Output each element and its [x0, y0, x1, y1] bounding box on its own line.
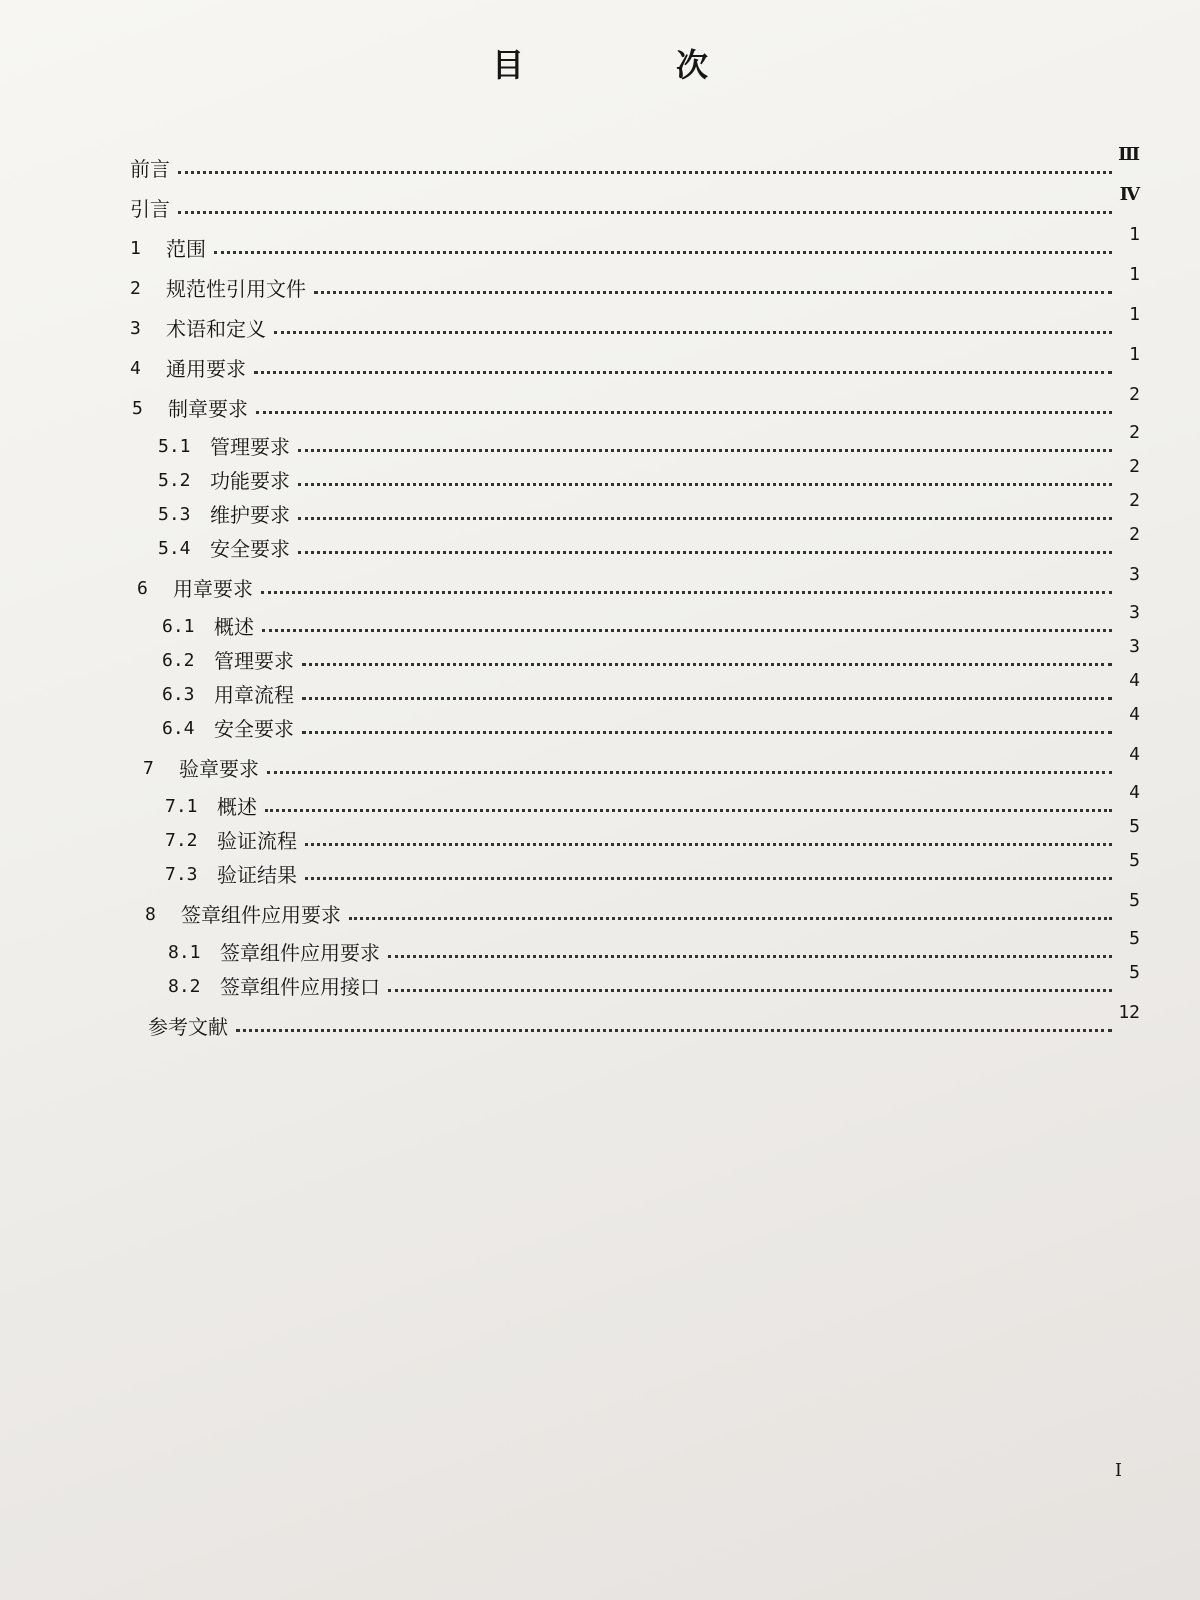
- toc-entry-page-number: 2: [1129, 490, 1140, 511]
- toc-entry-page-number: 2: [1129, 524, 1140, 545]
- dot-leader: [302, 697, 1112, 700]
- toc-entry-label: 签章组件应用要求: [181, 903, 341, 927]
- toc-entry-page-number: Ⅲ: [1118, 144, 1140, 165]
- toc-entry-number: 5: [132, 398, 143, 419]
- dot-leader: [236, 1029, 1112, 1032]
- toc-entry-label: 验章要求: [179, 757, 259, 781]
- dot-leader: [314, 291, 1112, 294]
- toc-entry-number: 8.2: [168, 976, 201, 997]
- dot-leader: [388, 955, 1112, 958]
- toc-entry-number: 3: [130, 318, 141, 339]
- toc-entry-page-number: 5: [1129, 816, 1140, 837]
- toc-entry-label: 验证流程: [217, 829, 297, 853]
- toc-entry-label: 维护要求: [210, 503, 290, 527]
- toc-entry[interactable]: [130, 224, 1140, 262]
- toc-entry-number: 5.4: [158, 538, 191, 559]
- toc-entry-page-number: 4: [1129, 670, 1140, 691]
- toc-entry-page-number: 1: [1129, 264, 1140, 285]
- toc-entry[interactable]: [165, 850, 1140, 888]
- toc-entry[interactable]: [143, 744, 1140, 782]
- toc-entry-page-number: 5: [1129, 962, 1140, 983]
- toc-entry-page-number: 4: [1129, 704, 1140, 725]
- toc-entry-page-number: 1: [1129, 224, 1140, 245]
- toc-entry-number: 6.3: [162, 684, 195, 705]
- toc-entry-page-number: 5: [1129, 928, 1140, 949]
- toc-entry-label: 范围: [166, 237, 206, 261]
- toc-entry-page-number: 2: [1129, 422, 1140, 443]
- toc-entry-number: 1: [130, 238, 141, 259]
- dot-leader: [274, 331, 1112, 334]
- dot-leader: [267, 771, 1112, 774]
- dot-leader: [302, 663, 1112, 666]
- toc-entry-label: 功能要求: [210, 469, 290, 493]
- toc-entry-number: 5.1: [158, 436, 191, 457]
- dot-leader: [254, 371, 1112, 374]
- toc-entry[interactable]: [165, 782, 1140, 820]
- toc-entry-page-number: 4: [1129, 782, 1140, 803]
- toc-entry-number: 5.3: [158, 504, 191, 525]
- toc-entry[interactable]: [158, 524, 1140, 562]
- dot-leader: [298, 517, 1112, 520]
- toc-entry-number: 6.2: [162, 650, 195, 671]
- toc-entry-number: 8.1: [168, 942, 201, 963]
- toc-entry[interactable]: [158, 422, 1140, 460]
- toc-entry-number: 6.4: [162, 718, 195, 739]
- toc-entry[interactable]: [158, 490, 1140, 528]
- toc-entry-page-number: 2: [1129, 384, 1140, 405]
- toc-entry-label: 安全要求: [214, 717, 294, 741]
- toc-entry-label: 概述: [214, 615, 254, 639]
- dot-leader: [262, 629, 1112, 632]
- toc-entry-page-number: 12: [1118, 1002, 1140, 1023]
- toc-entry[interactable]: [132, 384, 1140, 422]
- toc-entry-number: 2: [130, 278, 141, 299]
- toc-entry[interactable]: [148, 1002, 1140, 1040]
- toc-entry-number: 5.2: [158, 470, 191, 491]
- dot-leader: [265, 809, 1112, 812]
- dot-leader: [178, 211, 1112, 214]
- toc-entry-number: 6: [137, 578, 148, 599]
- toc-entry[interactable]: [165, 816, 1140, 854]
- toc-entry[interactable]: [162, 602, 1140, 640]
- toc-entry-number: 7: [143, 758, 154, 779]
- toc-entry-page-number: 3: [1129, 636, 1140, 657]
- toc-entry-number: 7.3: [165, 864, 198, 885]
- dot-leader: [256, 411, 1112, 414]
- dot-leader: [298, 551, 1112, 554]
- toc-entry-label: 管理要求: [210, 435, 290, 459]
- toc-entry-page-number: 5: [1129, 890, 1140, 911]
- dot-leader: [298, 449, 1112, 452]
- toc-entry-number: 7.1: [165, 796, 198, 817]
- toc-entry-page-number: 4: [1129, 744, 1140, 765]
- dot-leader: [349, 917, 1112, 920]
- toc-entry[interactable]: [145, 890, 1140, 928]
- toc-entry-label: 制章要求: [168, 397, 248, 421]
- toc-entry[interactable]: [130, 184, 1140, 222]
- toc-entry-label: 参考文献: [148, 1015, 228, 1039]
- dot-leader: [305, 843, 1112, 846]
- toc-entry-page-number: 3: [1129, 564, 1140, 585]
- toc-entry-label: 安全要求: [210, 537, 290, 561]
- toc-entry[interactable]: [162, 670, 1140, 708]
- toc-entry-label: 概述: [217, 795, 257, 819]
- dot-leader: [305, 877, 1112, 880]
- toc-entry-page-number: Ⅳ: [1119, 184, 1140, 205]
- toc-entry-label: 管理要求: [214, 649, 294, 673]
- toc-entry-page-number: 3: [1129, 602, 1140, 623]
- dot-leader: [261, 591, 1112, 594]
- toc-entry[interactable]: [137, 564, 1140, 602]
- toc-entry-label: 用章流程: [214, 683, 294, 707]
- dot-leader: [178, 171, 1112, 174]
- toc-entry[interactable]: [162, 704, 1140, 742]
- toc-entry-number: 7.2: [165, 830, 198, 851]
- toc-entry-label: 前言: [130, 157, 170, 181]
- toc-entry[interactable]: [130, 304, 1140, 342]
- toc-entry-page-number: 1: [1129, 304, 1140, 325]
- toc-entry[interactable]: [130, 344, 1140, 382]
- dot-leader: [298, 483, 1112, 486]
- dot-leader: [388, 989, 1112, 992]
- toc-entry-label: 签章组件应用接口: [220, 975, 380, 999]
- dot-leader: [302, 731, 1112, 734]
- toc-entry-label: 通用要求: [166, 357, 246, 381]
- toc-entry[interactable]: [168, 962, 1140, 1000]
- toc-entry[interactable]: [168, 928, 1140, 966]
- toc-entry-label: 验证结果: [217, 863, 297, 887]
- toc-entry-number: 8: [145, 904, 156, 925]
- dot-leader: [214, 251, 1112, 254]
- toc-entry-page-number: 1: [1129, 344, 1140, 365]
- toc-entry-page-number: 5: [1129, 850, 1140, 871]
- toc-entry[interactable]: [162, 636, 1140, 674]
- toc-entry-label: 签章组件应用要求: [220, 941, 380, 965]
- toc-entry-label: 用章要求: [173, 577, 253, 601]
- toc-entry-label: 规范性引用文件: [166, 277, 306, 301]
- toc-entry-label: 引言: [130, 197, 170, 221]
- toc-entry[interactable]: [130, 264, 1140, 302]
- toc-entry-page-number: 2: [1129, 456, 1140, 477]
- toc-entry-number: 6.1: [162, 616, 195, 637]
- toc-entry[interactable]: [130, 144, 1140, 182]
- page-number-footer: I: [1114, 1460, 1122, 1481]
- toc-entry-number: 4: [130, 358, 141, 379]
- page-title: 目 次: [491, 46, 768, 84]
- toc-entry[interactable]: [158, 456, 1140, 494]
- toc-entry-label: 术语和定义: [166, 317, 266, 341]
